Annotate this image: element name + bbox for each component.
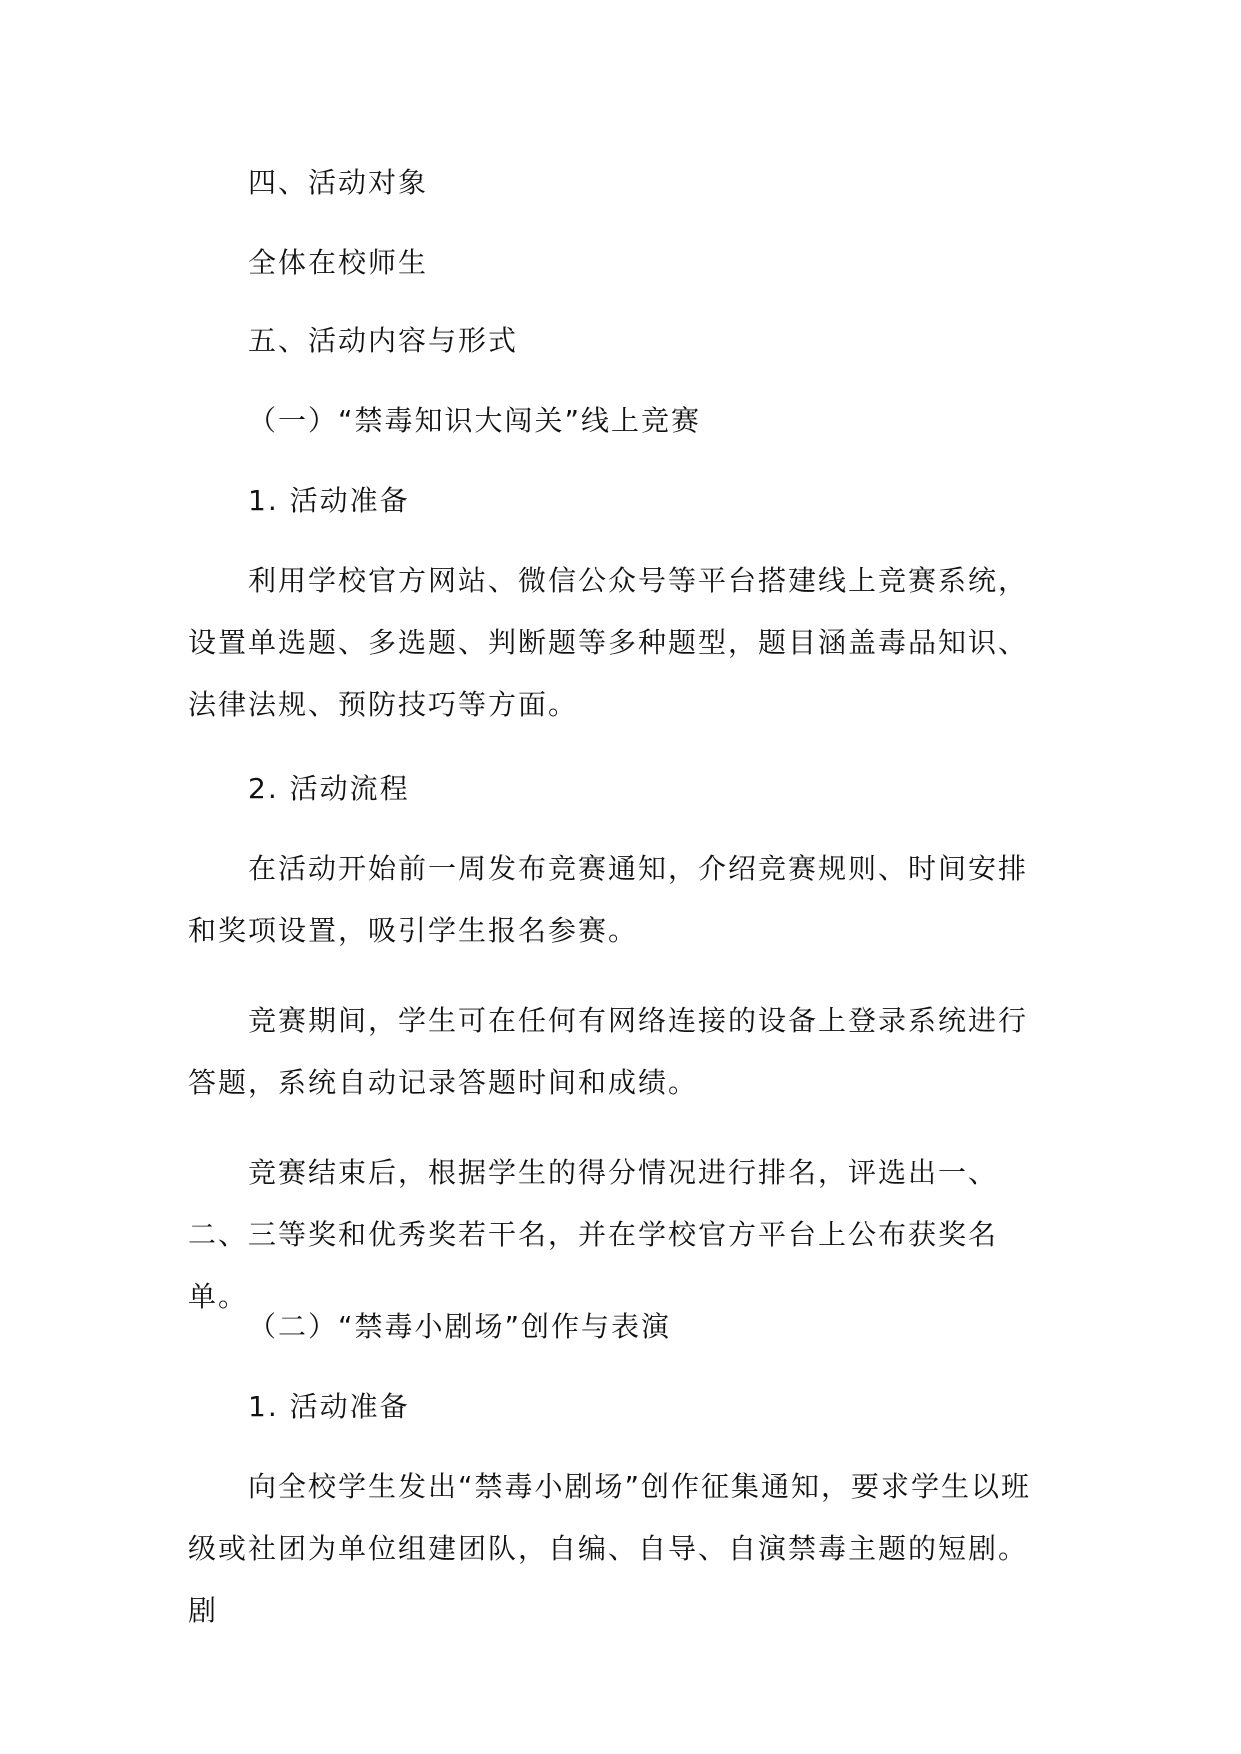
paragraph-activity-target: 全体在校师生	[248, 246, 429, 279]
section-heading-activity-target: 四、活动对象	[248, 166, 429, 199]
section-heading-activity-content: 五、活动内容与形式	[248, 324, 519, 357]
item-heading-preparation-2: 1. 活动准备	[248, 1390, 410, 1423]
paragraph-process-during: 竞赛期间，学生可在任何有网络连接的设备上登录系统进行答题，系统自动记录答题时间和成绩。	[188, 1004, 1029, 1099]
paragraph-preparation-1: 利用学校官方网站、微信公众号等平台搭建线上竞赛系统，设置单选题、多选题、判断题等多种题型，题目涵盖毒品知识、法律法规、预防技巧等方面。	[188, 564, 1029, 721]
paragraph-preparation-2: 向全校学生发出“禁毒小剧场”创作征集通知，要求学生以班级或社团为单位组建团队，自编、自导、自演禁毒主题的短剧。剧	[188, 1470, 1032, 1627]
item-heading-process: 2. 活动流程	[248, 772, 410, 805]
subsection-heading-mini-theater: （二）“禁毒小剧场”创作与表演	[248, 1310, 672, 1343]
item-heading-preparation-1: 1. 活动准备	[248, 484, 410, 517]
paragraph-process-notice: 在活动开始前一周发布竞赛通知，介绍竞赛规则、时间安排和奖项设置，吸引学生报名参赛。	[188, 852, 1029, 947]
subsection-heading-online-contest: （一）“禁毒知识大闯关”线上竞赛	[248, 404, 702, 437]
paragraph-process-after: 竞赛结束后，根据学生的得分情况进行排名，评选出一、二、三等奖和优秀奖若干名，并在学校官方平台上公布获奖名单。	[188, 1156, 999, 1313]
